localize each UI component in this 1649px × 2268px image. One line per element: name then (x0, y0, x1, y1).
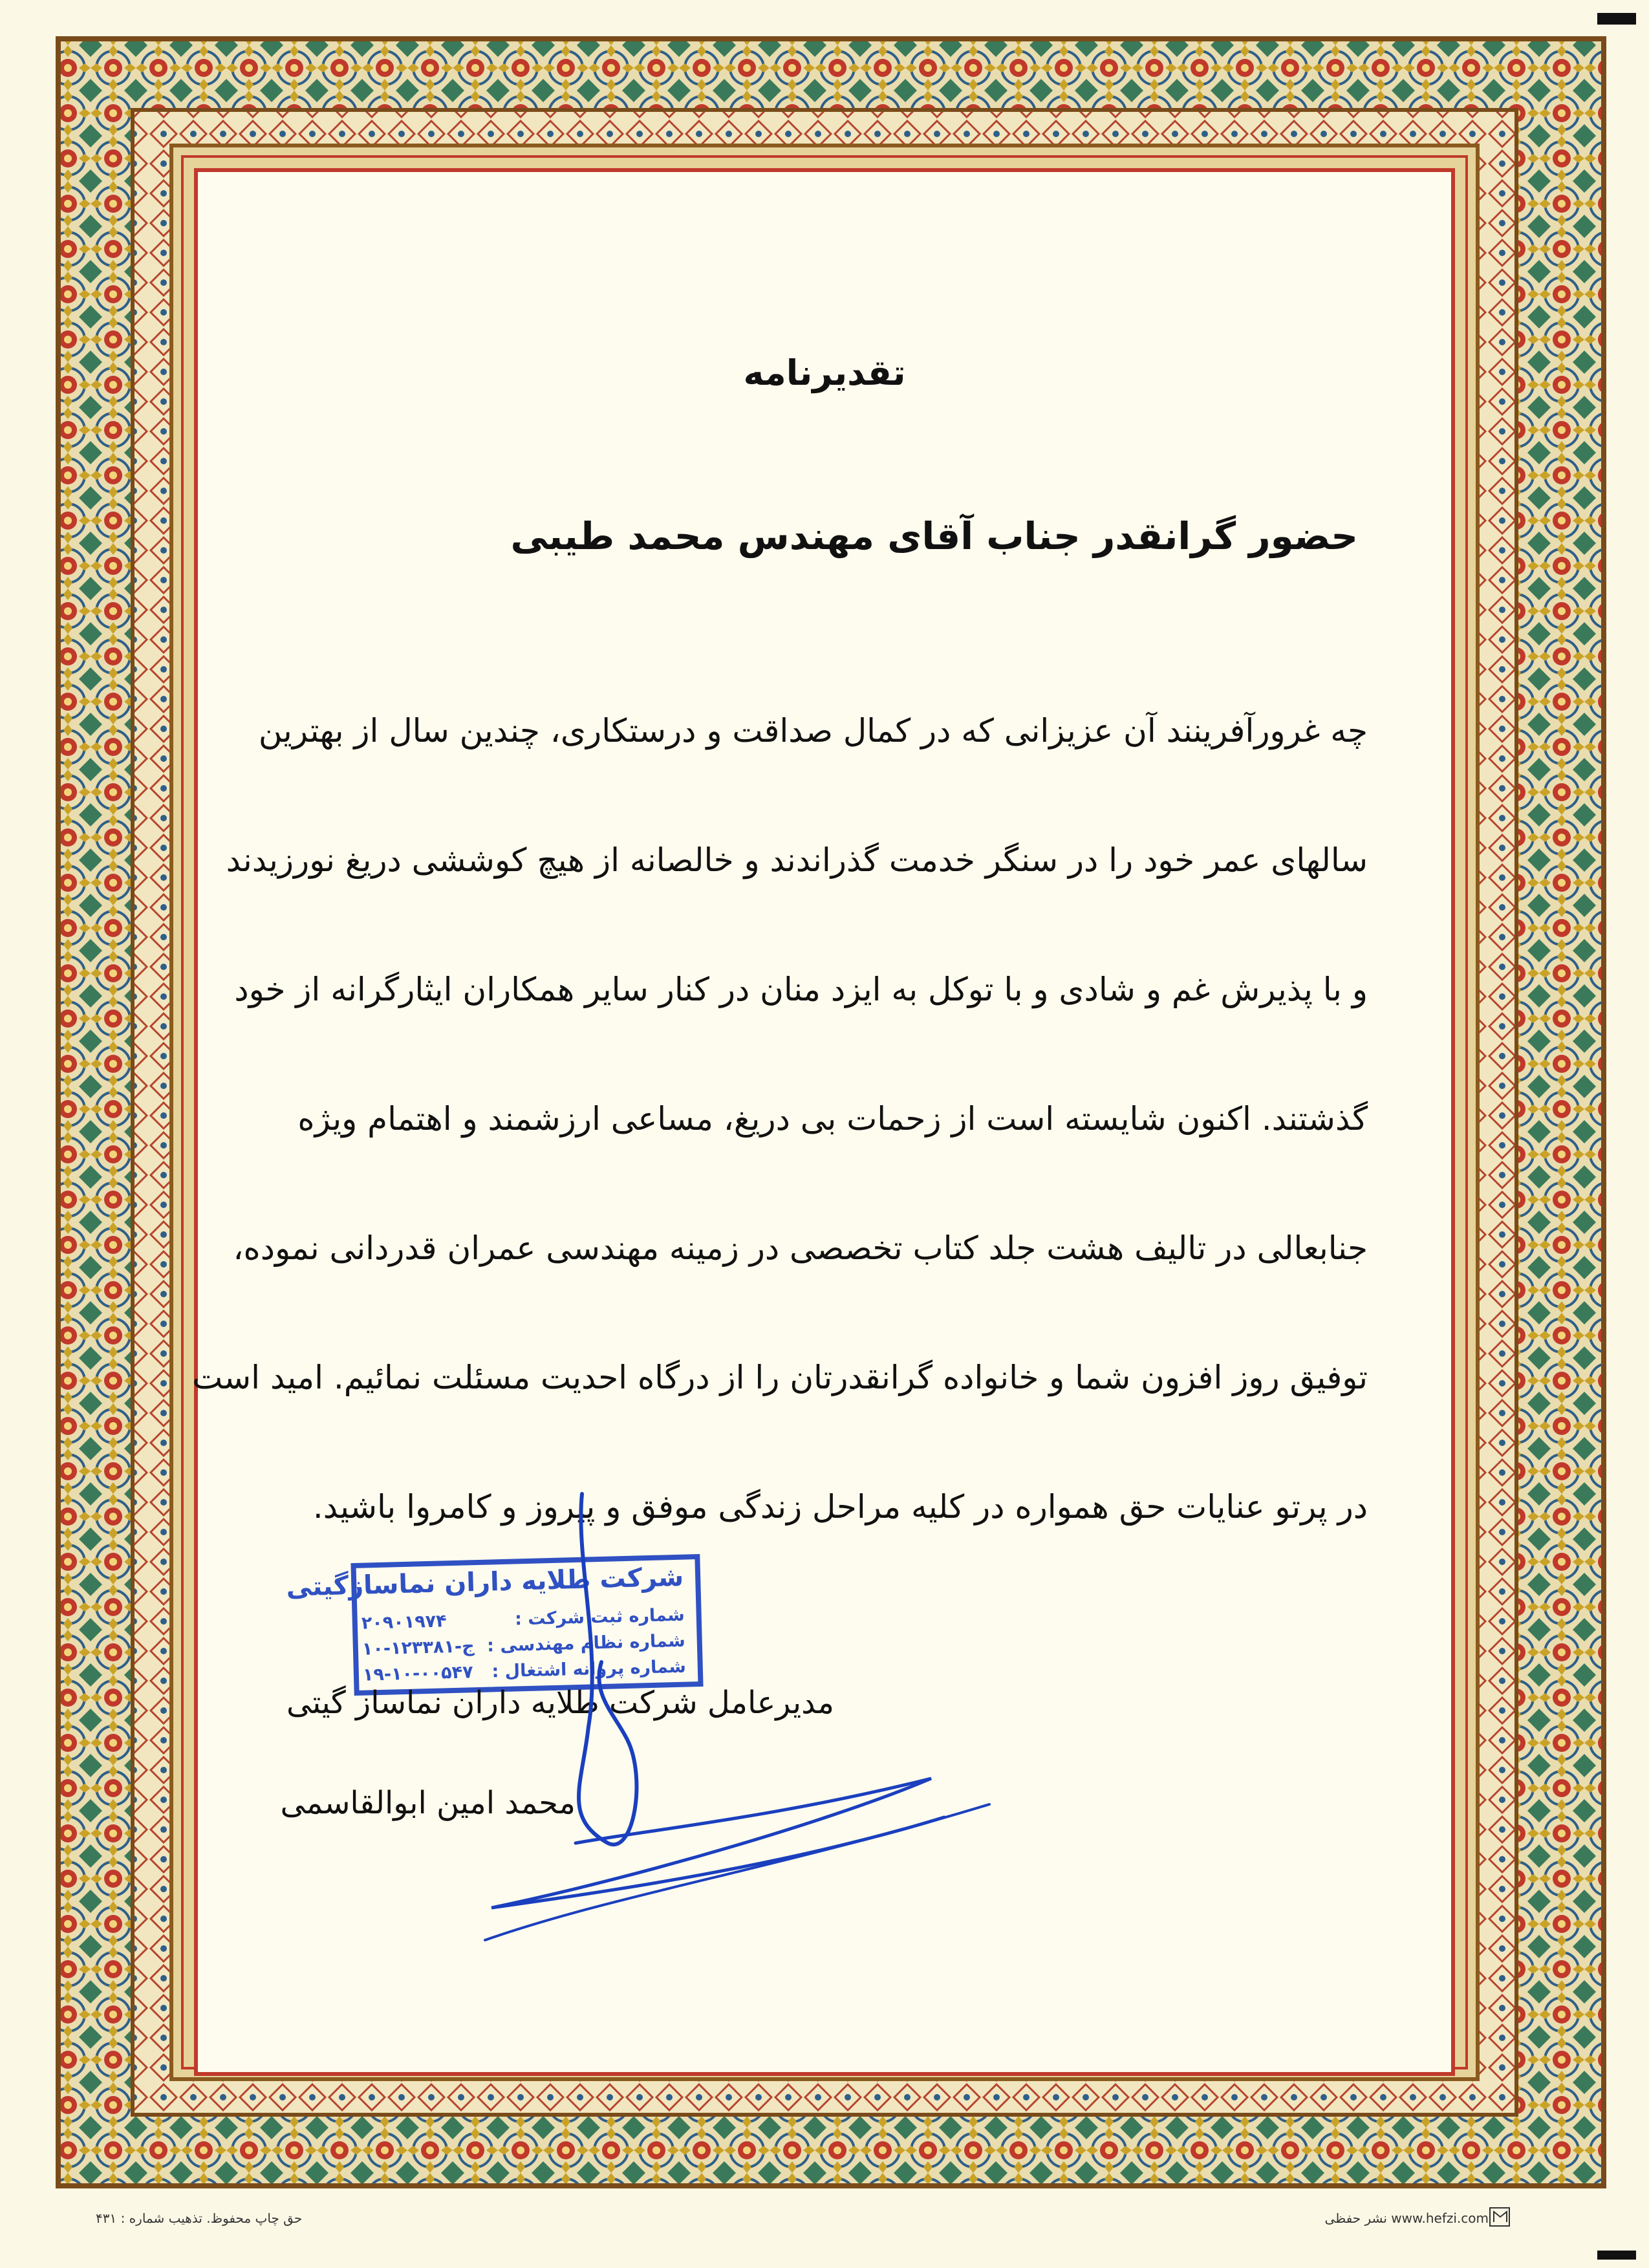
stamp-row-value: ۱۰-ج-۱۲۳۳۸۱ (361, 1636, 475, 1659)
footer-copyright: حق چاپ محفوظ. تذهیب شماره : ۴۳۱ (96, 2210, 303, 2226)
stamp-company-name: شرکت طلایه داران نماسازگیتی (286, 1562, 684, 1603)
stamp-row-value: ۲۰۹۰۱۹۷۴ (361, 1611, 447, 1634)
stamp-row-label: شماره پروانه اشتغال : (491, 1656, 687, 1682)
certificate-salutation: حضور گرانقدر جناب آقای مهندس محمد طیبی (510, 514, 1358, 558)
publisher-logo-icon (1487, 2204, 1513, 2230)
body-line: و با پذیرش غم و شادی و با توکل به ایزد منان در کنار سایر همکاران ایثارگرانه از خود (234, 971, 1368, 1008)
certificate-body (192, 698, 1368, 1604)
stamp-row-label: شماره نظام مهندسی : (486, 1630, 686, 1656)
signatory-role: مدیرعامل شرکت طلایه داران نماساز گیتی (286, 1685, 834, 1721)
body-line: گذشتند. اکنون شایسته است از زحمات بی دریغ، مساعی ارزشمند و اهتمام ویژه (297, 1100, 1368, 1138)
body-line: سالهای عمر خود را در سنگر خدمت گذراندند و خالصانه از هیچ کوششی دریغ نورزیدند (226, 841, 1368, 879)
body-line: در پرتو عنایات حق همواره در کلیه مراحل زندگی موفق و پیروز و کامروا باشید. (312, 1488, 1368, 1526)
body-line: جنابعالی در تالیف هشت جلد کتاب تخصصی در زمینه مهندسی عمران قدردانی نموده، (233, 1229, 1368, 1267)
handwritten-signature (453, 1481, 1035, 1985)
signatory-name: محمد امین ابوالقاسمی (280, 1785, 576, 1821)
certificate-title: تقدیرنامه (743, 352, 906, 393)
body-line: چه غرورآفرینند آن عزیزانی که در کمال صداقت و درستکاری، چندین سال از بهترین (258, 712, 1368, 750)
footer-publisher: www.hefzi.com نشر حفظی (1324, 2210, 1489, 2226)
stamp-row-value: ۱۹-۱۰-۰۰۵۴۷ (362, 1662, 474, 1685)
stamp-row-label: شماره ثبت شرکت : (514, 1604, 685, 1630)
body-line: توفیق روز افزون شما و خانواده گرانقدرتان را از درگاه احدیت مسئلت نمائیم. امید است (192, 1359, 1368, 1396)
